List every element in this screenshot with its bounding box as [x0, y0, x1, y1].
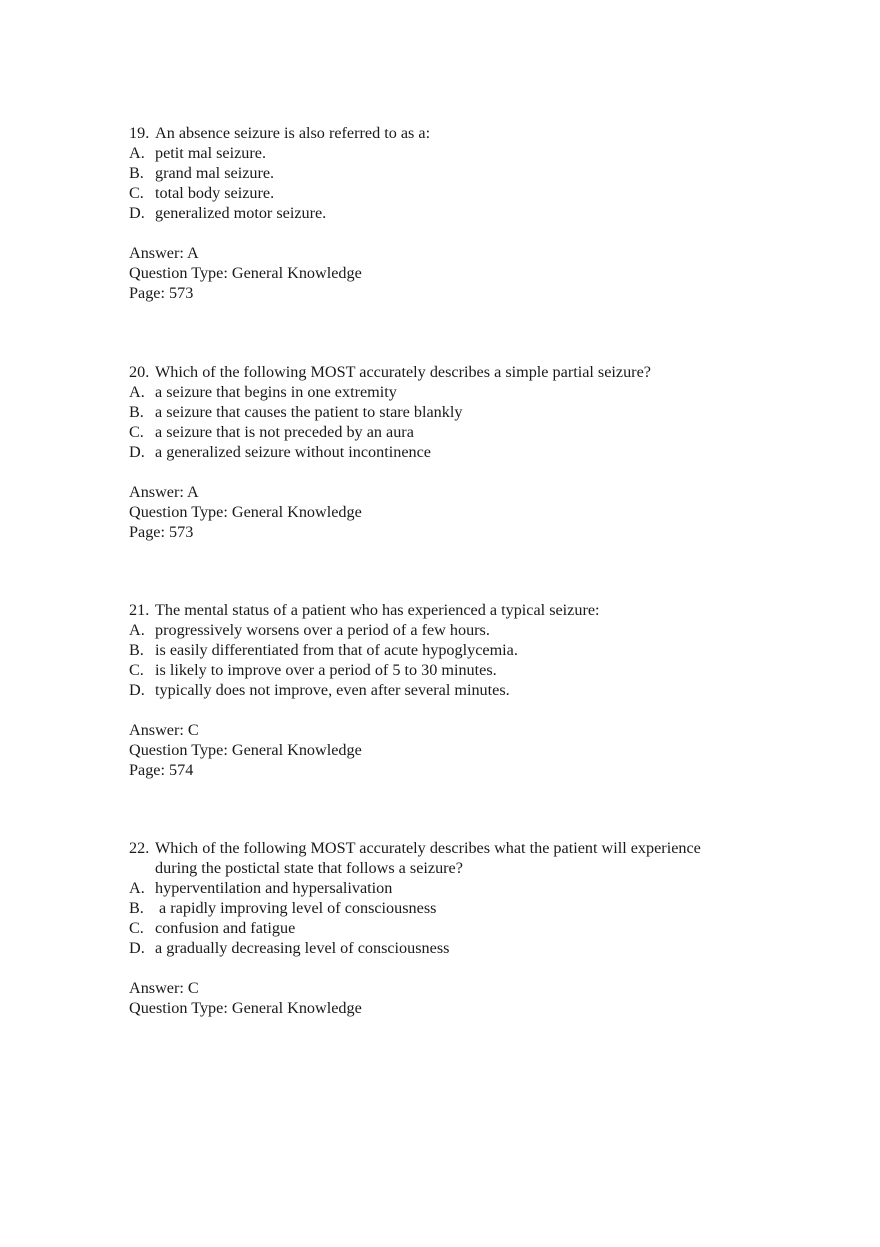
question-22 — [129, 838, 789, 1018]
question-stem — [129, 123, 789, 143]
question-number: 21. — [129, 601, 150, 619]
option-letter: A. — [129, 383, 145, 401]
spacer — [129, 958, 789, 978]
question-stem-continued — [129, 858, 789, 878]
option-letter: B. — [129, 403, 144, 421]
page-reference-line: Page: 573 — [129, 284, 194, 302]
option-letter: C. — [129, 423, 144, 441]
option-b — [129, 402, 789, 422]
question-text: The mental status of a patient who has experienced a typical seizure: — [155, 601, 600, 619]
option-letter: D. — [129, 204, 145, 222]
option-b — [129, 163, 789, 183]
option-c — [129, 183, 789, 203]
answer-line: Answer: C — [129, 721, 199, 739]
option-letter: A. — [129, 144, 145, 162]
option-letter: C. — [129, 184, 144, 202]
answer-line: Answer: A — [129, 244, 199, 262]
option-letter: B. — [129, 164, 144, 182]
question-number: 19. — [129, 124, 150, 142]
answer-line: Answer: C — [129, 979, 199, 997]
question-text: Which of the following MOST accurately describes what the patient will experience — [155, 839, 701, 857]
question-text: An absence seizure is also referred to as a: — [155, 124, 431, 142]
option-a — [129, 620, 789, 640]
question-type-line: Question Type: General Knowledge — [129, 741, 362, 759]
question-number: 20. — [129, 363, 150, 381]
question-stem — [129, 600, 789, 620]
option-letter: A. — [129, 621, 145, 639]
option-a — [129, 878, 789, 898]
option-text: is easily differentiated from that of acute hypoglycemia. — [155, 641, 518, 659]
option-text: a seizure that is not preceded by an aura — [155, 423, 414, 441]
option-d — [129, 203, 789, 223]
question-text: Which of the following MOST accurately describes a simple partial seizure? — [155, 363, 651, 381]
option-a — [129, 382, 789, 402]
question-21 — [129, 600, 789, 780]
option-a — [129, 143, 789, 163]
option-b — [129, 898, 789, 918]
option-b — [129, 640, 789, 660]
option-d — [129, 680, 789, 700]
option-d — [129, 442, 789, 462]
question-type-line: Question Type: General Knowledge — [129, 503, 362, 521]
page-reference-line: Page: 574 — [129, 761, 194, 779]
option-letter: A. — [129, 879, 145, 897]
spacer — [129, 223, 789, 243]
option-text: a gradually decreasing level of consciousness — [155, 939, 450, 957]
question-type-line: Question Type: General Knowledge — [129, 264, 362, 282]
question-20 — [129, 362, 789, 542]
option-text: is likely to improve over a period of 5 to 30 minutes. — [155, 661, 497, 679]
spacer — [129, 462, 789, 482]
option-letter: C. — [129, 919, 144, 937]
option-text: generalized motor seizure. — [155, 204, 327, 222]
option-text: a generalized seizure without incontinence — [155, 443, 431, 461]
answer-line: Answer: A — [129, 483, 199, 501]
option-text: typically does not improve, even after several minutes. — [155, 681, 510, 699]
question-number: 22. — [129, 839, 150, 857]
page-reference-line: Page: 573 — [129, 523, 194, 541]
option-letter: B. — [129, 899, 144, 917]
spacer — [129, 700, 789, 720]
option-letter: D. — [129, 443, 145, 461]
option-c — [129, 660, 789, 680]
option-text: petit mal seizure. — [155, 144, 267, 162]
option-c — [129, 422, 789, 442]
option-d — [129, 938, 789, 958]
option-text: a seizure that begins in one extremity — [155, 383, 397, 401]
option-text: hyperventilation and hypersalivation — [155, 879, 393, 897]
option-text: grand mal seizure. — [155, 164, 275, 182]
option-text: progressively worsens over a period of a few hours. — [155, 621, 490, 639]
option-letter: C. — [129, 661, 144, 679]
question-type-line: Question Type: General Knowledge — [129, 999, 362, 1017]
option-text: a rapidly improving level of consciousness — [155, 899, 437, 917]
question-stem — [129, 838, 789, 858]
option-c — [129, 918, 789, 938]
indent — [129, 858, 155, 878]
option-letter: D. — [129, 681, 145, 699]
option-text: a seizure that causes the patient to stare blankly — [155, 403, 463, 421]
option-letter: D. — [129, 939, 145, 957]
option-text: total body seizure. — [155, 184, 275, 202]
option-letter: B. — [129, 641, 144, 659]
question-text: during the postictal state that follows a seizure? — [155, 859, 463, 877]
question-stem — [129, 362, 789, 382]
question-19 — [129, 123, 789, 303]
option-text: confusion and fatigue — [155, 919, 296, 937]
